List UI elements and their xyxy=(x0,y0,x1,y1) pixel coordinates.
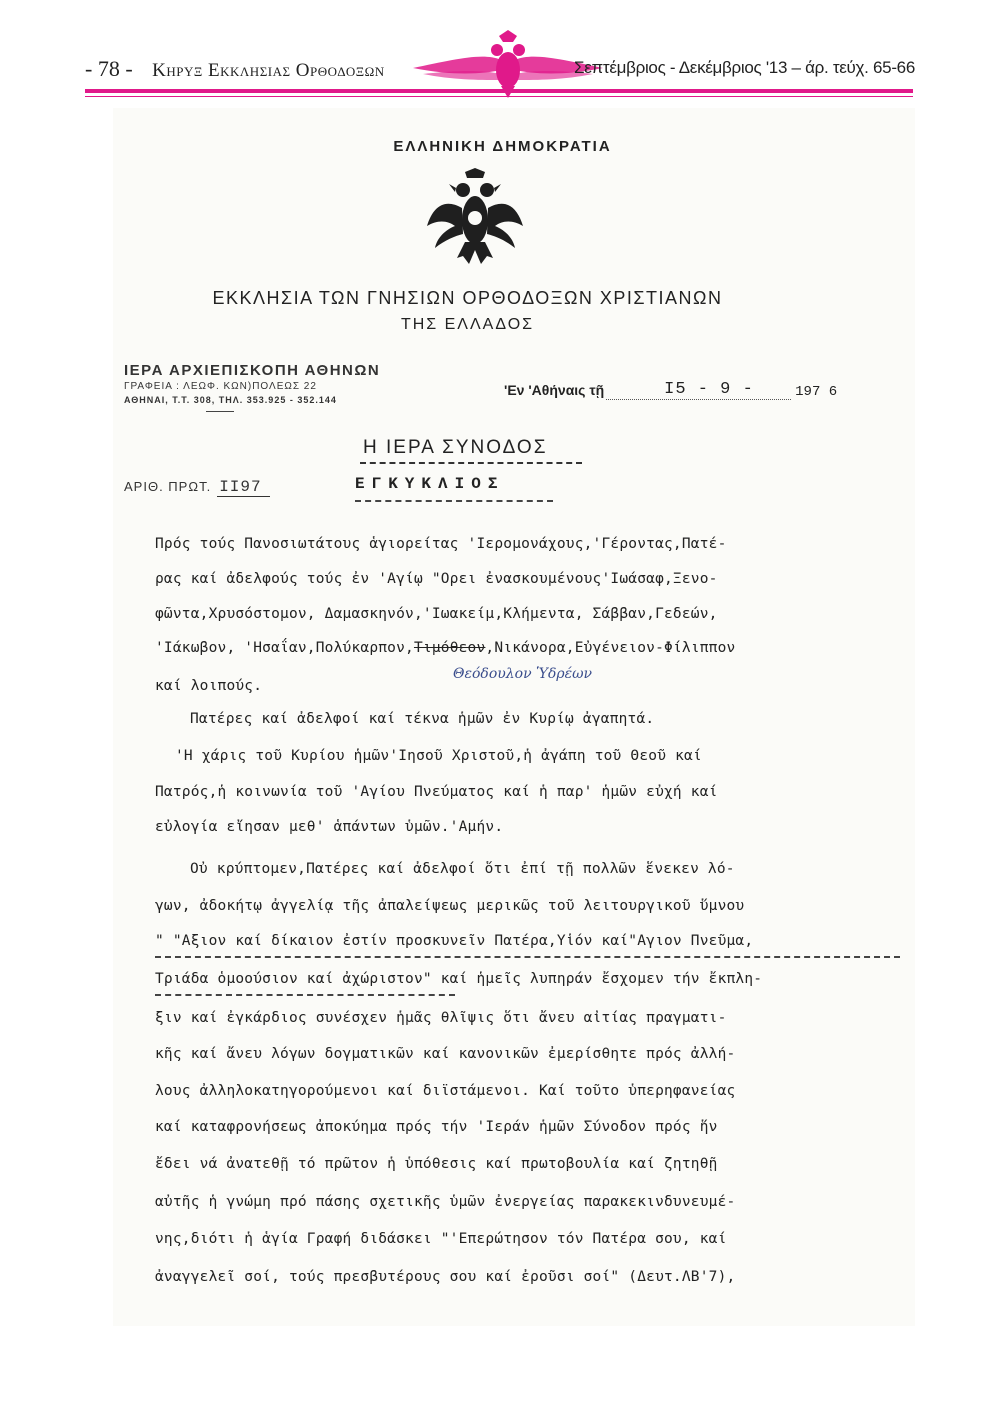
page-number: - 78 - xyxy=(85,56,133,81)
header-left xyxy=(85,56,385,82)
date-field xyxy=(606,380,791,400)
text-line: Τριάδα ὁμοούσιον καί ἀχώριστον" καί ἡμεῖς λυπηράν ἔσχομεν τήν ἔκπλη- xyxy=(155,971,763,987)
text-line: " "Αξιον καί δίκαιον ἐστίν προσκυνεῖν Πατέρα,Υἱόν καί"Αγιον Πνεῦμα, xyxy=(155,933,754,949)
letterhead-block xyxy=(124,362,380,412)
text-line: ξιν καί ἐγκάρδιος συνέσχεν ἡμᾶς θλῖψις ὅτι ἄνευ αἰτίας πραγματι- xyxy=(155,1010,727,1026)
archdiocese-name: ΙΕΡΑ ΑΡΧΙΕΠΙΣΚΟΠΗ ΑΘΗΝΩΝ xyxy=(124,362,381,379)
byzantine-eagle-emblem-icon xyxy=(425,168,525,268)
struck-name: Τιμόθεον xyxy=(413,640,486,656)
text-line: Πρός τούς Πανοσιωτάτους ἁγιορείτας 'Ιερομονάχους,'Γέροντας,Πατέ- xyxy=(155,536,727,552)
church-name: ΕΚΚΛΗΣΙΑ ΤΩΝ ΓΝΗΣΙΩΝ ΟΡΘΟΔΟΞΩΝ ΧΡΙΣΤΙΑΝΩΝ xyxy=(212,288,723,308)
text-line: γων, ἀδοκήτῳ ἀγγελίᾳ τῆς ἀπαλείψεως μερικῶς τοῦ λειτουργικοῦ ὕμνου xyxy=(155,898,745,914)
magazine-header xyxy=(85,52,915,92)
date-prefix: 'Εν 'Αθήναις τῇ xyxy=(504,382,605,398)
text-line: εὐλογία εἴησαν μεθ' ἁπάντων ὑμῶν.'Αμήν. xyxy=(155,819,504,835)
text-line: φῶντα,Χρυσόστομον, Δαμασκηνόν,'Ιωακείμ,Κλήμεντα, Σάββαν,Γεδεών, xyxy=(155,606,718,622)
handwritten-correction: Θεόδουλον Ὑδρέων xyxy=(453,666,593,682)
letterhead-rule xyxy=(206,411,234,412)
text-line: καί λοιπούς. xyxy=(155,678,263,694)
text-line: κῆς καί ἄνευ λόγων δογματικῶν καί κανονικῶν ἐμερίσθητε πρός ἀλλή- xyxy=(155,1046,736,1062)
text-line: Πατέρες καί ἀδελφοί καί τέκνα ἡμῶν ἐν Κυρίῳ ἀγαπητά. xyxy=(190,711,655,727)
contact-details: ΑΘΗΝΑΙ, Τ.Τ. 308, ΤΗΛ. 353.925 - 352.144 xyxy=(124,395,337,405)
text-segment: 'Ιάκωβον, 'Ησαΐαν,Πολύκαρπον, xyxy=(155,640,414,656)
text-line: ἀναγγελεῖ σοί, τούς πρεσβυτέρους σου καί ἐροῦσι σοί" (Δευτ.ΛΒ'7), xyxy=(155,1269,736,1285)
protocol-label: ΑΡΙΘ. ΠΡΩΤ. xyxy=(124,479,212,494)
header-rule-thin xyxy=(85,96,913,97)
encyclical-underline xyxy=(355,500,553,502)
text-line: νης,διότι ἡ ἁγία Γραφή διδάσκει "'Επερώτησον τόν Πατέρα σου, καί xyxy=(155,1231,727,1247)
text-line: Πατρός,ἡ κοινωνία τοῦ 'Αγίου Πνεύματος καί ἡ παρ' ἡμῶν εὐχή καί xyxy=(155,784,718,800)
church-name-line2: ΤΗΣ ΕΛΛΑΔΟΣ xyxy=(400,316,535,333)
text-line: λους ἀλληλοκατηγορούμενοι καί διϊστάμενοι. Καί τοῦτο ὑπερηφανείας xyxy=(155,1083,736,1099)
text-line: ἔδει νά ἀνατεθῇ τό πρῶτον ἡ ὑπόθεσις καί πρωτοβουλία καί ζητηθῇ xyxy=(155,1156,718,1172)
text-segment: ,Νικάνορα,Εὐγένειον-Φίλιππον xyxy=(485,640,736,656)
header-rule xyxy=(85,89,913,93)
republic-heading: ΕΛΛΗΝΙΚΗ ΔΗΜΟΚΡΑΤΙΑ xyxy=(393,138,612,155)
text-line: αὐτῆς ἡ γνώμη πρό πάσης σχετικῆς ὑμῶν ἐνεργείας παρακεκινδυνευμέ- xyxy=(155,1194,736,1210)
magazine-title: Κηρυξ Εκκλησιας Ορθοδοξων xyxy=(152,60,385,81)
text-line: ρας καί ἀδελφούς τούς ἐν 'Αγίῳ "Ορει ἐνασκουμένους'Ιωάσαφ,Ξενο- xyxy=(155,571,718,587)
text-line: 'Η χάρις τοῦ Κυρίου ἡμῶν'Ιησοῦ Χριστοῦ,ἡ ἀγάπη τοῦ Θεοῦ καί xyxy=(175,748,702,764)
text-line: καί καταφρονήσεως ἀποκύημα πρός τήν 'Ιεράν ἡμῶν Σύνοδον πρός ἥν xyxy=(155,1119,718,1135)
synod-title: Η ΙΕΡΑ ΣΥΝΟΔΟΣ xyxy=(363,437,548,458)
protocol-number xyxy=(124,478,270,496)
date-year: 197 6 xyxy=(795,384,838,400)
date-value: I5 - 9 - xyxy=(664,380,754,399)
office-address: ΓΡΑΦΕΙΑ : ΛΕΩΦ. ΚΩΝ)ΠΟΛΕΩΣ 22 xyxy=(124,381,317,392)
dashed-underline xyxy=(155,956,900,958)
synod-underline xyxy=(360,462,582,464)
encyclical-title: ΕΓΚΥΚΛΙΟΣ xyxy=(355,475,505,493)
text-line xyxy=(155,640,735,656)
text-line: Οὐ κρύπτομεν,Πατέρες καί ἀδελφοί ὅτι ἐπί τῇ πολλῶν ἕνεκεν λό- xyxy=(190,861,735,877)
dashed-underline xyxy=(155,994,455,996)
protocol-value: II97 xyxy=(217,478,269,497)
date-line xyxy=(504,382,837,400)
issue-info: Σεπτέμβριος - Δεκέμβριος '13 – άρ. τεύχ. 65-66 xyxy=(574,58,915,77)
